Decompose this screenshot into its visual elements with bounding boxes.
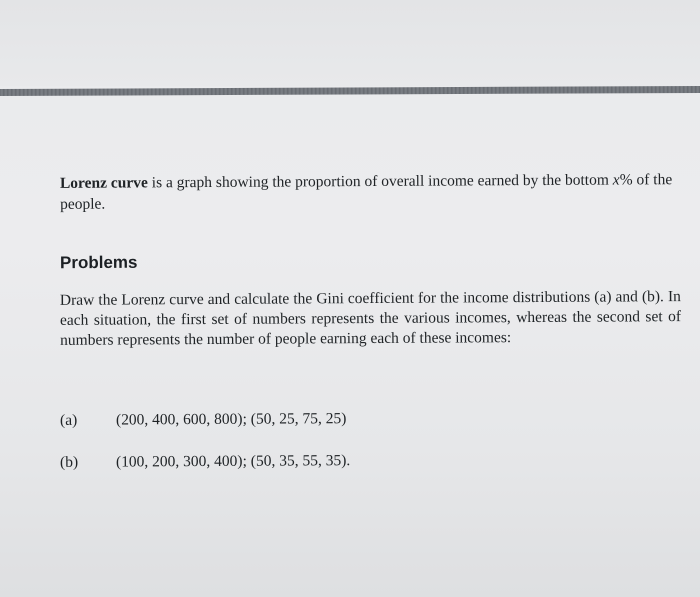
definition-term: Lorenz curve: [59, 174, 148, 192]
problem-statement: Draw the Lorenz curve and calculate the Gini coefficient for the income distributions (a) and (b). In each situation, the first set of numbers represents the various incomes, whereas the second set of numbers represents the number of people earning each of these incomes:: [59, 288, 682, 349]
item-label: (a): [59, 411, 78, 429]
item-values: (200, 400, 600, 800); (50, 25, 75, 25): [115, 410, 347, 429]
lorenz-definition: [60, 169, 680, 215]
item-values: (100, 200, 300, 400); (50, 35, 55, 35).: [115, 452, 351, 471]
definition-text: is a graph showing the proportion of overall income earned by the bottom: [147, 171, 613, 192]
definition-variable: x: [612, 171, 620, 189]
item-label: (b): [59, 453, 79, 471]
horizontal-rule: [0, 86, 700, 96]
problem-item-b: [60, 452, 350, 472]
definition-text-end: % of the people.: [60, 171, 673, 213]
page-top-area: [0, 0, 700, 86]
problem-item-a: [60, 410, 346, 430]
section-heading: Problems: [59, 252, 138, 273]
